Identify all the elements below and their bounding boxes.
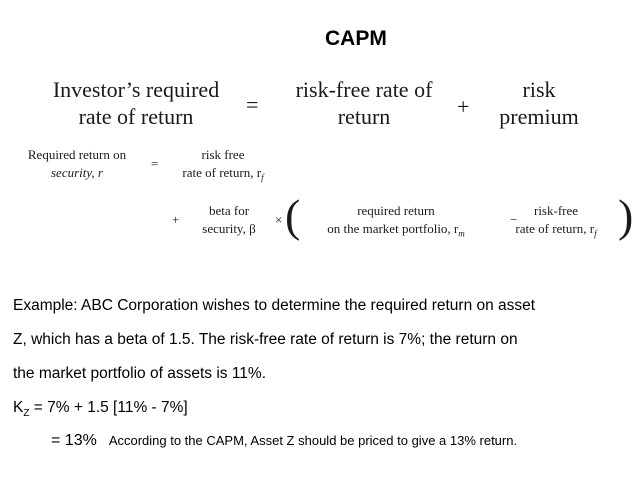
risk-premium-term xyxy=(485,76,593,130)
close-parenthesis: ) xyxy=(618,190,634,241)
risk-free-rate-term-2 xyxy=(496,202,616,243)
minus-sign: − xyxy=(510,212,518,227)
page-title: CAPM xyxy=(325,27,387,50)
risk-premium-line1: risk xyxy=(522,77,556,102)
result-note: According to the CAPM, Asset Z should be priced to give a 13% return. xyxy=(108,433,518,448)
risk-free-line2: return xyxy=(337,104,391,129)
risk-free-rate-2-line2: rate of return, $r_f$ xyxy=(515,221,597,239)
example-line-2: Z, which has a beta of 1.5. The risk-free rate of return is 7%; the return on xyxy=(13,331,518,348)
k-subscript: Z xyxy=(23,408,30,420)
required-return-security-line2: security, r xyxy=(51,165,103,180)
k-symbol: K xyxy=(13,399,24,416)
plus-sign-2: + xyxy=(172,212,180,227)
beta-term xyxy=(184,202,274,238)
times-sign: × xyxy=(275,212,283,227)
equals-sign: = xyxy=(246,92,259,117)
required-return-line1: Investor’s required xyxy=(52,77,220,102)
open-parenthesis: ( xyxy=(285,190,301,241)
required-return-term xyxy=(28,76,244,130)
result-line xyxy=(51,432,517,450)
risk-free-line1: risk-free rate of xyxy=(295,77,433,102)
equals-sign-2: = xyxy=(151,156,159,171)
market-return-line2: on the market portfolio, $r_m$ xyxy=(327,221,465,239)
beta-line1: beta for xyxy=(208,203,250,218)
beta-line2: security, β xyxy=(202,221,256,236)
market-return-line1: required return xyxy=(357,203,435,218)
required-return-line2: rate of return xyxy=(78,104,194,129)
required-return-security-term xyxy=(8,146,146,182)
required-return-security-line1: Required return on xyxy=(27,147,127,162)
market-return-term xyxy=(296,202,496,243)
risk-free-term xyxy=(274,76,454,130)
risk-free-rate-line1: risk free xyxy=(201,147,245,162)
result-value: = 13% xyxy=(51,432,97,449)
example-line-1: Example: ABC Corporation wishes to determine the required return on asset xyxy=(13,297,536,314)
example-line-3: the market portfolio of assets is 11%. xyxy=(13,365,266,382)
risk-free-rate-2-line1: risk-free xyxy=(533,203,579,218)
plus-sign: + xyxy=(457,94,470,119)
risk-free-rate-term xyxy=(163,146,283,187)
calculation: = 7% + 1.5 [11% - 7%] xyxy=(33,399,188,416)
risk-premium-line2: premium xyxy=(499,104,579,129)
calculation-line xyxy=(13,399,188,419)
risk-free-rate-line2: rate of return, $r_f$ xyxy=(182,165,264,183)
